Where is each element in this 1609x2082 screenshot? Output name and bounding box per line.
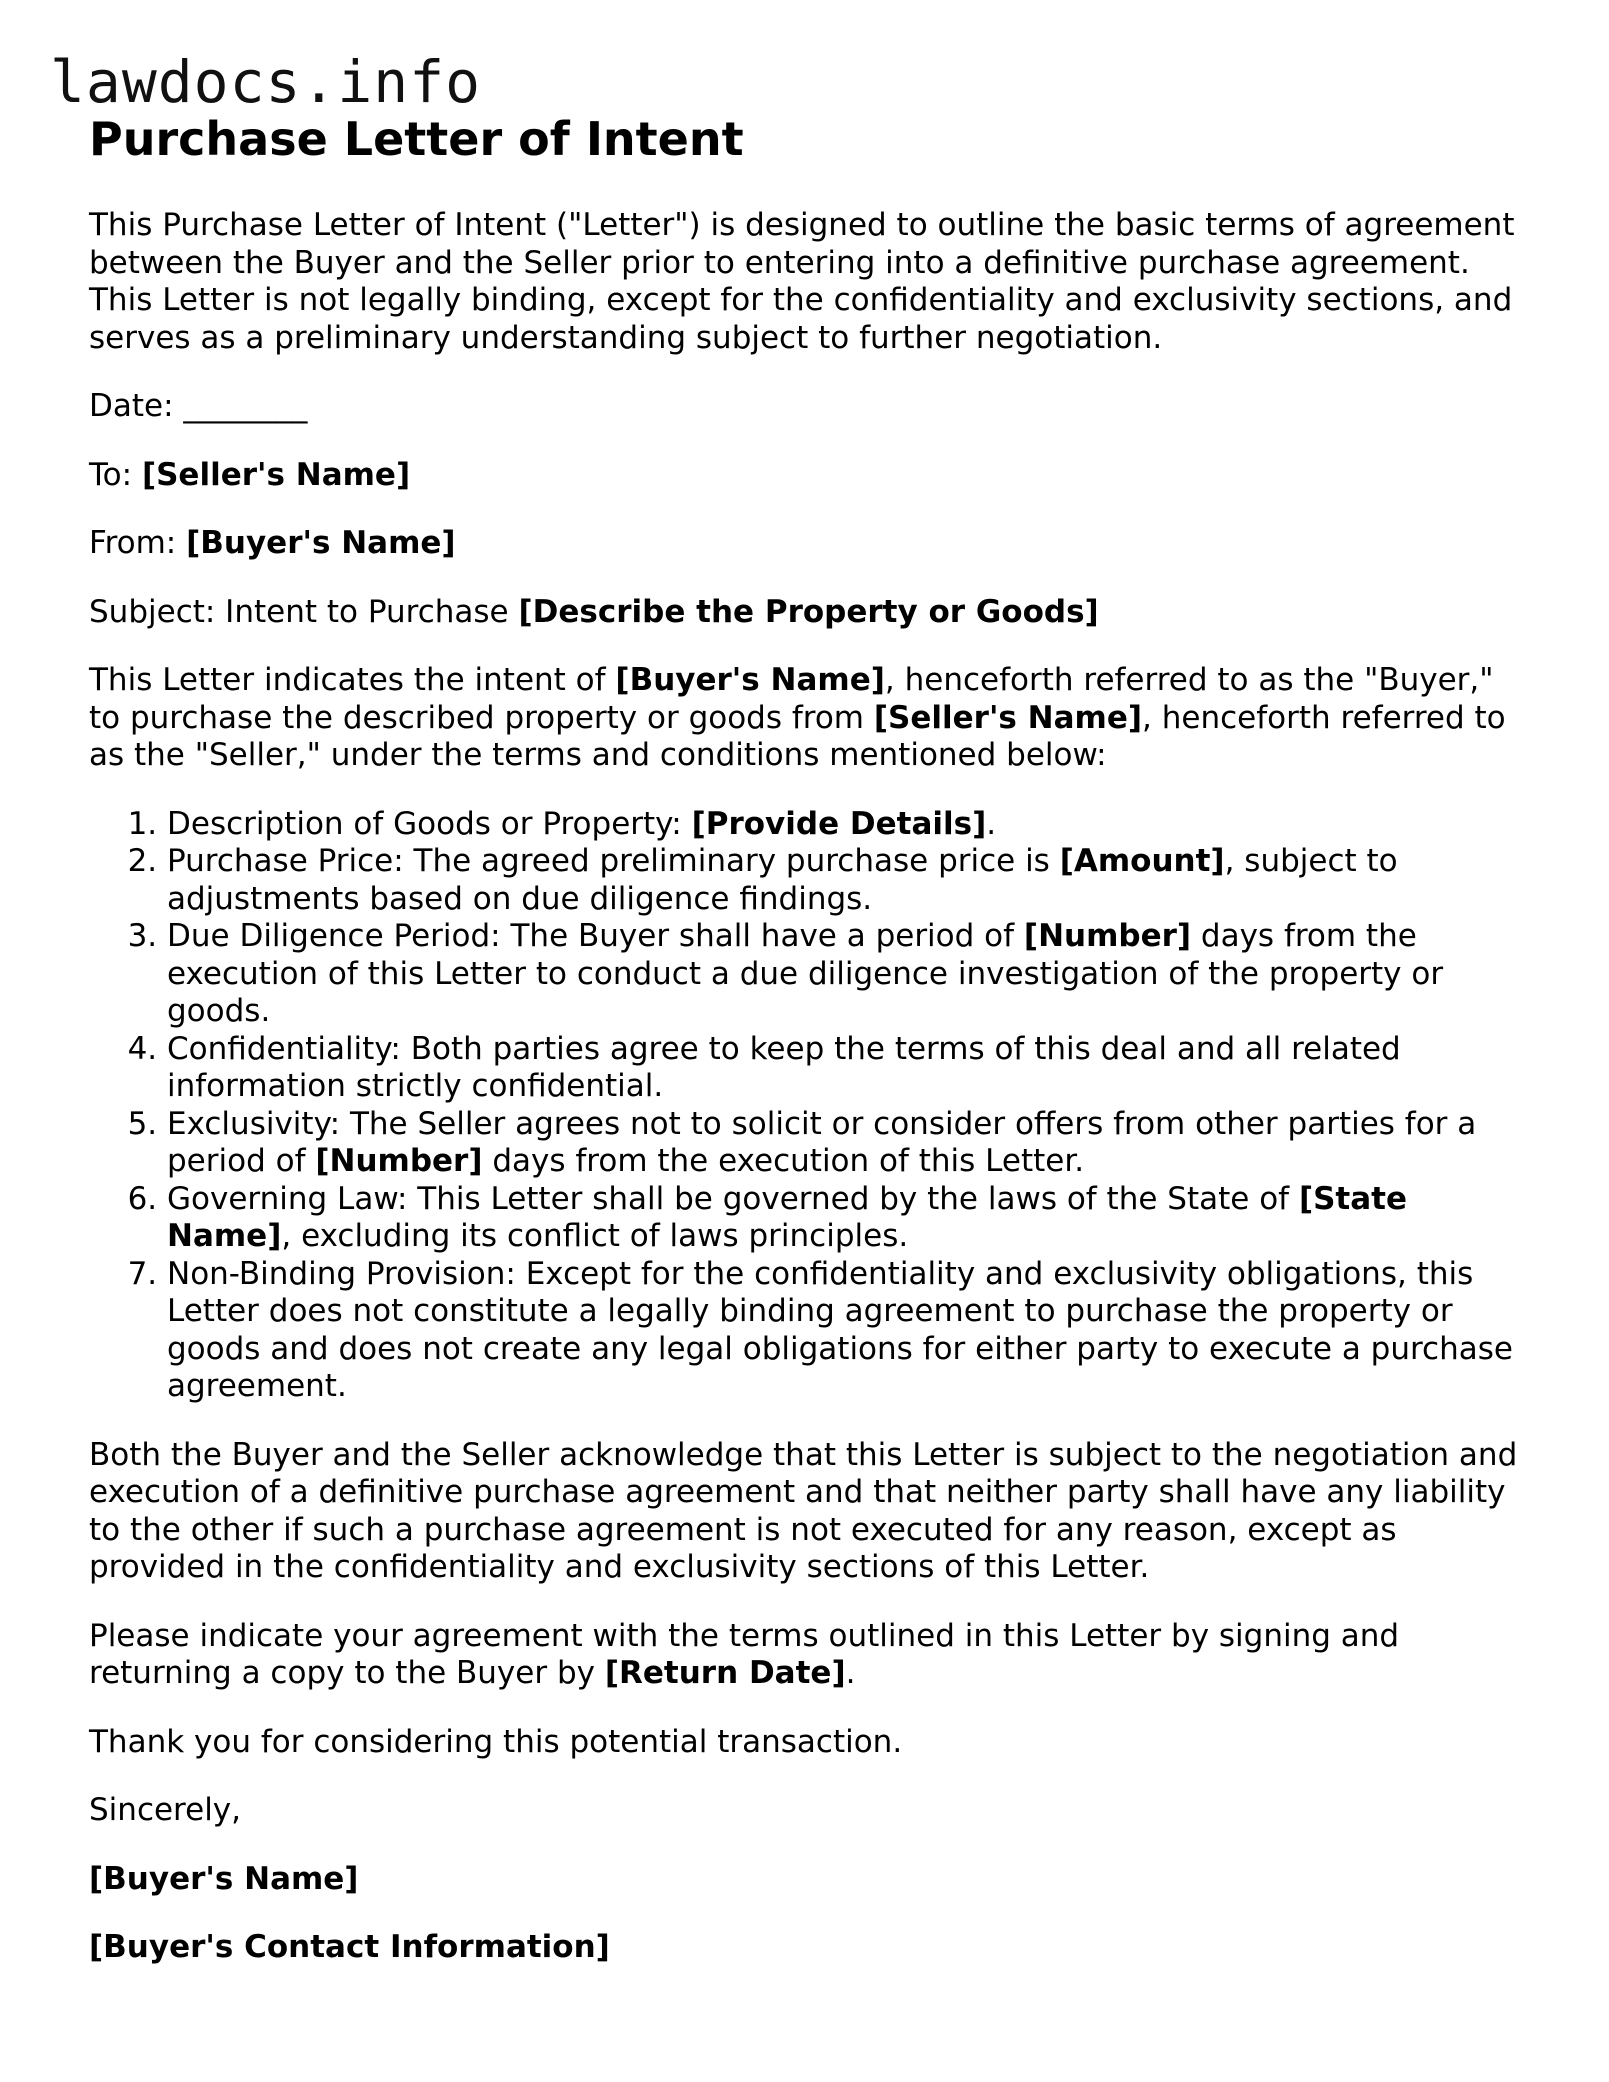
intent-text-1: This Letter indicates the intent of [89, 662, 616, 698]
signature-name-text: [Buyer's Name] [89, 1860, 359, 1897]
from-line [89, 525, 1529, 563]
signature-contact-text: [Buyer's Contact Information] [89, 1929, 610, 1965]
term-text: Purchase Price: The agreed preliminary purchase price is [167, 843, 1060, 879]
term-text: Due Diligence Period: The Buyer shall have a period of [167, 918, 1024, 954]
intent-seller-name: [Seller's Name] [873, 699, 1143, 736]
term-item [167, 918, 1529, 1031]
site-logo: lawdocs.info [50, 48, 482, 116]
term-text: Non-Binding Provision: Except for the confidentiality and exclusivity obligations, this Letter does not constitute a legally binding agreement to purchase the property or goods and does not create any legal obligations for either party to execute a purchase agreement. [167, 1255, 1513, 1404]
subject-line [89, 594, 1529, 632]
term-item [167, 843, 1529, 918]
term-placeholder: [Provide Details] [691, 805, 987, 842]
term-text-end: days from the execution of this Letter to conduct a due diligence investigation of the property or goods. [167, 918, 1444, 1029]
term-text-end: . [986, 805, 997, 842]
return-date-placeholder: [Return Date] [604, 1655, 846, 1691]
from-label: From: [89, 525, 187, 561]
term-text: Confidentiality: Both parties agree to keep the terms of this deal and all related information strictly confidential. [167, 1030, 1401, 1104]
from-value: [Buyer's Name] [186, 525, 456, 561]
term-placeholder: [Amount] [1059, 843, 1225, 879]
term-text: Governing Law: This Letter shall be governed by the laws of the State of [167, 1180, 1299, 1217]
letter-document [89, 108, 1529, 1998]
term-text-end: , subject to adjustments based on due diligence findings. [167, 843, 1398, 917]
term-placeholder: [Number] [315, 1143, 483, 1179]
to-label: To: [89, 456, 142, 493]
term-text: Description of Goods or Property: [167, 805, 692, 842]
term-text: Exclusivity: The Seller agrees not to solicit or consider offers from other parties for a period of [167, 1105, 1477, 1179]
term-item [167, 806, 1529, 844]
closing-line: Sincerely, [89, 1792, 242, 1828]
terms-list [89, 806, 1529, 1406]
return-text-end: . [845, 1655, 856, 1691]
signature-name [89, 1861, 1529, 1899]
intent-buyer-name: [Buyer's Name] [615, 662, 885, 698]
return-text: Please indicate your agreement with the terms outlined in this Letter by signing and returning a copy to the Buyer by [89, 1617, 1400, 1691]
term-text-end: , excluding its conflict of laws principles. [281, 1218, 909, 1254]
term-item [167, 1181, 1529, 1256]
term-placeholder: [State Name] [167, 1180, 1408, 1254]
term-text-end: days from the execution of this Letter. [482, 1143, 1085, 1179]
thanks-paragraph: Thank you for considering this potential transaction. [89, 1723, 903, 1760]
term-placeholder: [Number] [1023, 918, 1192, 954]
intent-text-2: , henceforth referred to as the "Buyer," to purchase the described property or goods from [89, 662, 1494, 736]
acknowledgement-paragraph: Both the Buyer and the Seller acknowledge that this Letter is subject to the negotiation and execution of a definitive purchase agreement and that neither party shall have any liability to the other if such a purchase agreement is not executed for any reason, except as provided in the confidentiality and exclusivity sections of this Letter. [89, 1436, 1518, 1585]
subject-value: [Describe the Property or Goods] [518, 593, 1099, 630]
to-value: [Seller's Name] [141, 456, 411, 493]
term-item [167, 1031, 1529, 1106]
signature-contact [89, 1929, 1529, 1967]
intent-text-3: , henceforth referred to as the "Seller," under the terms and conditions mentioned below: [89, 699, 1506, 773]
document-title: Purchase Letter of Intent [89, 112, 744, 166]
intro-paragraph: This Purchase Letter of Intent ("Letter") is designed to outline the basic terms of agreement between the Buyer and the Seller prior to entering into a definitive purchase agreement. This Letter is not legally binding, except for the confidentiality and exclusivity sections, and serves as a preliminary understanding subject to further negotiation. [89, 207, 1515, 356]
to-line [89, 457, 1529, 495]
intent-paragraph [89, 662, 1529, 775]
date-line: Date: ________ [89, 388, 308, 424]
term-item [167, 1106, 1529, 1181]
term-item [167, 1256, 1529, 1406]
return-paragraph [89, 1618, 1529, 1693]
subject-label: Subject: Intent to Purchase [89, 593, 519, 630]
